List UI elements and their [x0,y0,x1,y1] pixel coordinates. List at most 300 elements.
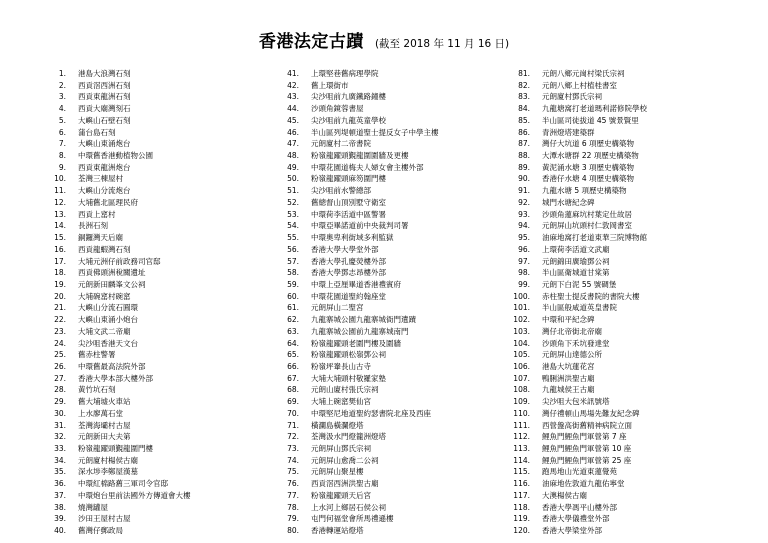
item-number: 72. [287,432,299,442]
list-item [279,326,494,338]
list-item [279,127,494,139]
item-name: 上環堅巷舊病理學院 [311,69,379,78]
item-name: 九龍城侯王古廟 [542,385,595,395]
list-item [46,197,261,209]
item-name: 鯉魚門鯉魚門軍營第 7 座 [542,432,627,442]
item-number: 103. [513,326,530,336]
item-name: 元朗屏山二聖宮 [311,303,364,313]
item-name: 西貢滘西洲洪聖古廟 [311,479,379,489]
list-item [510,244,725,256]
list-item [279,256,494,268]
item-number: 48. [287,151,299,161]
item-number: 119. [513,514,530,524]
list-item [46,162,261,174]
list-item [510,478,725,490]
list-item [46,349,261,361]
list-item [510,68,725,80]
item-name: 舊大埔墟火車站 [78,397,131,407]
item-name: 中環亞畢諾道前中央裁判司署 [311,221,409,231]
item-name: 沙田王屋村古屋 [78,514,131,524]
item-name: 尖沙咀前九廣鐵路鐘樓 [311,92,386,102]
item-name: 元朗屏山達德公所 [542,350,602,360]
item-number: 88. [518,151,530,161]
list-item [510,314,725,326]
item-number: 47. [287,139,299,149]
item-name: 中環舊香港動植物公園 [78,151,153,161]
list-item [279,513,494,525]
item-name: 港島大坑蓮花宮 [542,361,595,371]
item-name: 元朗八鄉上村植桂書室 [542,80,617,90]
item-number: 21. [54,303,66,313]
item-number: 3. [58,92,66,102]
item-name: 大嶼山分流石圓環 [78,303,138,313]
item-number: 52. [287,197,299,207]
list-item [279,373,494,385]
item-name: 元朗下白泥 55 號碉堡 [542,279,617,289]
list-item [279,279,494,291]
item-number: 107. [513,373,530,383]
item-number: 75. [287,467,299,477]
title-date: (截至 2018 年 11 月 16 日) [374,38,510,50]
item-number: 7. [58,139,66,149]
item-name: 西貢東龍洲石刻 [78,92,131,102]
list-item [279,302,494,314]
list-item [279,431,494,443]
item-name: 香港大學梁堂外部 [542,526,602,536]
item-number: 118. [513,502,530,512]
item-number: 6. [58,127,66,137]
item-name: 中環奧卑利街域多利監獄 [311,233,394,243]
item-number: 51. [287,186,299,196]
item-number: 37. [54,490,66,500]
list-item [279,455,494,467]
item-name: 中環花園道梅夫人婦女會主樓外部 [311,162,424,172]
list-item [279,150,494,162]
item-number: 68. [287,385,299,395]
item-number: 11. [54,186,66,196]
item-name: 元朗廈村楊侯古廟 [78,455,138,465]
list-item [510,291,725,303]
list-item [279,232,494,244]
item-number: 5. [58,115,66,125]
list-item [279,291,494,303]
list-column-3 [510,68,725,537]
list-item [46,431,261,443]
item-name: 荃灣海壩村古屋 [78,420,131,430]
list-item [46,68,261,80]
item-name: 香港轉運站燈塔 [311,526,364,536]
item-name: 上環荷李活道文武廟 [542,244,610,254]
list-item [279,361,494,373]
item-number: 29. [54,397,66,407]
item-number: 46. [287,127,299,137]
item-name: 深水埗李鄭屋漢墓 [78,467,138,477]
item-number: 62. [287,315,299,325]
list-item [46,326,261,338]
item-name: 鴨脷洲洪聖古廟 [542,373,595,383]
item-number: 69. [287,397,299,407]
item-number: 98. [518,268,530,278]
item-name: 半山區司徒拔道 45 號景賢里 [542,115,639,125]
list-item [46,291,261,303]
list-item [510,127,725,139]
list-item [510,232,725,244]
item-name: 沙頭角下禾坑發達堂 [542,338,610,348]
item-number: 19. [54,279,66,289]
item-name: 尖沙咀大包米訊號塔 [542,397,610,407]
item-name: 大埔上碗窰樊仙宮 [311,397,371,407]
list-item [510,490,725,502]
item-name: 粉嶺龍躍頭麻笏圍門樓 [311,174,386,184]
list-item [46,150,261,162]
item-name: 荃灣汲水門燈籠洲燈塔 [311,432,386,442]
item-number: 79. [287,514,299,524]
list-item [46,502,261,514]
item-number: 9. [58,162,66,172]
item-number: 82. [518,80,530,90]
list-item [510,396,725,408]
item-name: 大埔文武二帝廟 [78,326,131,336]
list-item [46,127,261,139]
list-item [279,349,494,361]
item-number: 25. [54,350,66,360]
list-item [279,525,494,537]
list-item [510,443,725,455]
list-item [279,478,494,490]
item-name: 半山區般咸道英皇書院 [542,303,617,313]
item-number: 15. [54,233,66,243]
item-name: 中環荷李活道中區警署 [311,209,386,219]
item-number: 45. [287,115,299,125]
item-number: 77. [287,490,299,500]
item-name: 西營盤高街舊精神病院立面 [542,420,632,430]
list-item [46,490,261,502]
list-item [510,173,725,185]
list-item [510,338,725,350]
item-number: 49. [287,162,299,172]
item-name: 大嶼山石壁石刻 [78,115,131,125]
item-number: 110. [513,408,530,418]
item-number: 111. [513,420,530,430]
list-item [510,373,725,385]
list-item [46,232,261,244]
list-item [46,408,261,420]
item-name: 灣仔北帝街北帝廟 [542,326,602,336]
item-name: 西貢上窰村 [78,209,116,219]
list-item [46,173,261,185]
item-number: 41. [287,69,299,78]
item-number: 32. [54,432,66,442]
item-number: 23. [54,326,66,336]
list-item [46,115,261,127]
list-item [279,466,494,478]
list-item [279,443,494,455]
item-name: 香港大學本部大樓外部 [78,373,153,383]
item-name: 黃竹坑石刻 [78,385,116,395]
item-name: 上水河上鄉居石侯公祠 [311,502,386,512]
item-number: 13. [54,209,66,219]
list-item [279,115,494,127]
item-name: 中環炮台里前法國外方傳道會大樓 [78,490,191,500]
item-name: 元朗屏山坑頭村仁敦岡書室 [542,221,632,231]
item-number: 55. [287,233,299,243]
list-item [46,279,261,291]
item-number: 38. [54,502,66,512]
list-item [279,220,494,232]
list-item [510,466,725,478]
item-name: 尖沙咀前九龍英童學校 [311,115,386,125]
item-name: 香港大學儀禮堂外部 [542,514,610,524]
list-item [46,420,261,432]
item-number: 102. [513,315,530,325]
item-number: 16. [54,244,66,254]
list-item [279,396,494,408]
list-item [510,197,725,209]
item-number: 8. [58,151,66,161]
item-number: 2. [58,80,66,90]
item-name: 灣仔大坑道 6 項歷史構築物 [542,139,635,149]
item-number: 1. [58,69,66,78]
item-name: 油麻地佐敦道九龍佑寧堂 [542,479,625,489]
item-name: 粉嶺龍躍頭天后宮 [311,490,371,500]
item-number: 116. [513,479,530,489]
item-number: 84. [518,104,530,114]
item-number: 66. [287,361,299,371]
item-number: 89. [518,162,530,172]
item-number: 12. [54,197,66,207]
item-name: 西貢龍蝦灣石刻 [78,244,131,254]
item-number: 54. [287,221,299,231]
list-item [510,302,725,314]
list-item [510,115,725,127]
item-number: 105. [513,350,530,360]
item-name: 元朗廈村鄧氏宗祠 [542,92,602,102]
list-item [279,185,494,197]
item-number: 81. [518,69,530,78]
item-number: 42. [287,80,299,90]
item-name: 九龍寨城公園九龍寨城衙門遺蹟 [311,315,416,325]
list-item [510,209,725,221]
item-name: 元朗錦田廣瑜鄧公祠 [542,256,610,266]
item-name: 香港大學孔慶熒樓外部 [311,256,386,266]
item-name: 黃泥涌水塘 3 項歷史構築物 [542,162,635,172]
item-name: 赤柱聖士提反書院的書院大樓 [542,291,640,301]
list-item [279,80,494,92]
list-item [46,455,261,467]
item-name: 九龍塘窩打老道瑪利諾修院學校 [542,104,647,114]
item-number: 63. [287,326,299,336]
list-item [46,314,261,326]
item-name: 粉嶺龍躍頭老圍門樓及圍牆 [311,338,401,348]
item-number: 101. [513,303,530,313]
list-item [279,420,494,432]
list-item [46,91,261,103]
list-item [510,138,725,150]
list-item [279,138,494,150]
item-number: 36. [54,479,66,489]
item-number: 78. [287,502,299,512]
list-item [46,220,261,232]
list-item [510,525,725,537]
item-number: 83. [518,92,530,102]
item-name: 粉嶺龍躍頭覲龍圍門樓 [78,444,153,453]
item-name: 中環舊最高法院外部 [78,361,146,371]
item-number: 44. [287,104,299,114]
list-item [46,466,261,478]
item-name: 大澳楊侯古廟 [542,490,587,500]
item-number: 117. [513,490,530,500]
item-name: 青洲燈塔建築群 [542,127,595,137]
list-item [510,420,725,432]
item-name: 中環紅棉路舊三軍司令官邸 [78,479,168,489]
item-number: 61. [287,303,299,313]
item-number: 60. [287,291,299,301]
list-item [510,502,725,514]
list-item [46,525,261,537]
item-name: 舊總督山頂別墅守衛室 [311,197,386,207]
item-number: 30. [54,408,66,418]
list-item [279,244,494,256]
item-name: 蒲台島石刻 [78,127,116,137]
list-item [46,361,261,373]
list-item [510,256,725,268]
item-number: 71. [287,420,299,430]
list-item [279,173,494,185]
list-item [279,490,494,502]
item-number: 70. [287,408,299,418]
item-name: 橫瀾島橫瀾燈塔 [311,420,364,430]
item-number: 80. [287,526,299,536]
item-name: 舊灣仔郵政局 [78,526,123,536]
item-name: 大埔元洲仔前政務司官邸 [78,256,161,266]
item-number: 14. [54,221,66,231]
item-name: 中環上亞厘畢道香港禮賓府 [311,279,401,289]
item-name: 屯門何福堂會所馬禮遜樓 [311,514,394,524]
item-name: 尖沙咀前水警總部 [311,186,371,196]
item-name: 香港仔水塘 4 項歷史構築物 [542,174,635,184]
item-name: 大埔舊北區理民府 [78,197,138,207]
list-item [46,80,261,92]
list-item [279,197,494,209]
item-number: 120. [513,526,530,536]
list-item [510,408,725,420]
item-name: 元朗八鄉元崗村梁氏宗祠 [542,69,625,78]
list-item [46,302,261,314]
item-number: 26. [54,361,66,371]
list-item [510,220,725,232]
item-name: 半山區衛城道甘棠第 [542,268,610,278]
list-item [510,80,725,92]
item-number: 35. [54,467,66,477]
list-item [279,68,494,80]
item-name: 香港大學鄧志昂樓外部 [311,268,386,278]
list-item [46,185,261,197]
item-name: 大嶼山東涌炮台 [78,139,131,149]
item-name: 大潭水塘群 22 項歷史構築物 [542,151,639,161]
list-item [46,267,261,279]
list-item [46,396,261,408]
item-name: 香港大學馮平山樓外部 [542,502,617,512]
list-item [510,513,725,525]
item-name: 元朗屏山聚星樓 [311,467,364,477]
page-title [0,27,768,52]
item-number: 56. [287,244,299,254]
item-name: 元朗新田大夫第 [78,432,131,442]
item-number: 96. [518,244,530,254]
list-item [46,384,261,396]
list-item [46,513,261,525]
item-name: 長洲石刻 [78,221,108,231]
item-name: 元朗山廈村張氏宗祠 [311,385,379,395]
item-number: 86. [518,127,530,137]
item-name: 沙頭角蓮麻坑村葉定仕故居 [542,209,632,219]
item-name: 西貢佛頭洲稅關遺址 [78,268,146,278]
item-name: 香港大學大學堂外部 [311,244,379,254]
list-item [46,478,261,490]
item-name: 元朗廈村二帝書院 [311,139,371,149]
item-name: 荃灣三棟屋村 [78,174,123,184]
item-number: 57. [287,256,299,266]
item-number: 22. [54,315,66,325]
item-name: 港島大浪灣石刻 [78,69,131,78]
item-number: 114. [513,455,530,465]
list-item [46,443,261,455]
item-name: 九龍寨城公園前九龍寨城南門 [311,326,409,336]
item-number: 4. [58,104,66,114]
item-name: 粉嶺龍躍頭松嶺鄧公祠 [311,350,386,360]
title-main: 香港法定古蹟 [258,32,364,52]
item-number: 27. [54,373,66,383]
item-name: 大埔碗窰村碗窰 [78,291,131,301]
list-item [510,91,725,103]
item-name: 西貢滘西洲石刻 [78,80,131,90]
item-number: 104. [513,338,530,348]
list-item [510,279,725,291]
list-item [510,162,725,174]
item-number: 20. [54,291,66,301]
item-number: 113. [513,444,530,453]
item-name: 元朗新田麟峯文公祠 [78,279,146,289]
item-name: 中環花園道聖約翰座堂 [311,291,386,301]
list-column-2 [279,68,494,537]
list-item [279,103,494,115]
list-item [510,384,725,396]
list-item [46,338,261,350]
item-number: 64. [287,338,299,348]
item-number: 109. [513,397,530,407]
item-number: 24. [54,338,66,348]
item-name: 大嶼山東涌小炮台 [78,315,138,325]
item-number: 53. [287,209,299,219]
item-number: 28. [54,385,66,395]
list-item [510,361,725,373]
item-name: 城門水塘紀念碑 [542,197,595,207]
item-number: 73. [287,444,299,453]
item-number: 40. [54,526,66,536]
item-name: 沙頭角鏡蓉書屋 [311,104,364,114]
item-number: 112. [513,432,530,442]
item-number: 85. [518,115,530,125]
list-item [510,455,725,467]
item-name: 元朗屏山愈喬二公祠 [311,455,379,465]
item-number: 90. [518,174,530,184]
list-item [510,185,725,197]
list-item [46,373,261,385]
item-name: 鯉魚門鯉魚門軍營第 10 座 [542,444,632,453]
item-name: 灣仔禮頓山馬場先難友紀念碑 [542,408,640,418]
item-number: 87. [518,139,530,149]
item-name: 鯉魚門鯉魚門軍營第 25 座 [542,455,632,465]
